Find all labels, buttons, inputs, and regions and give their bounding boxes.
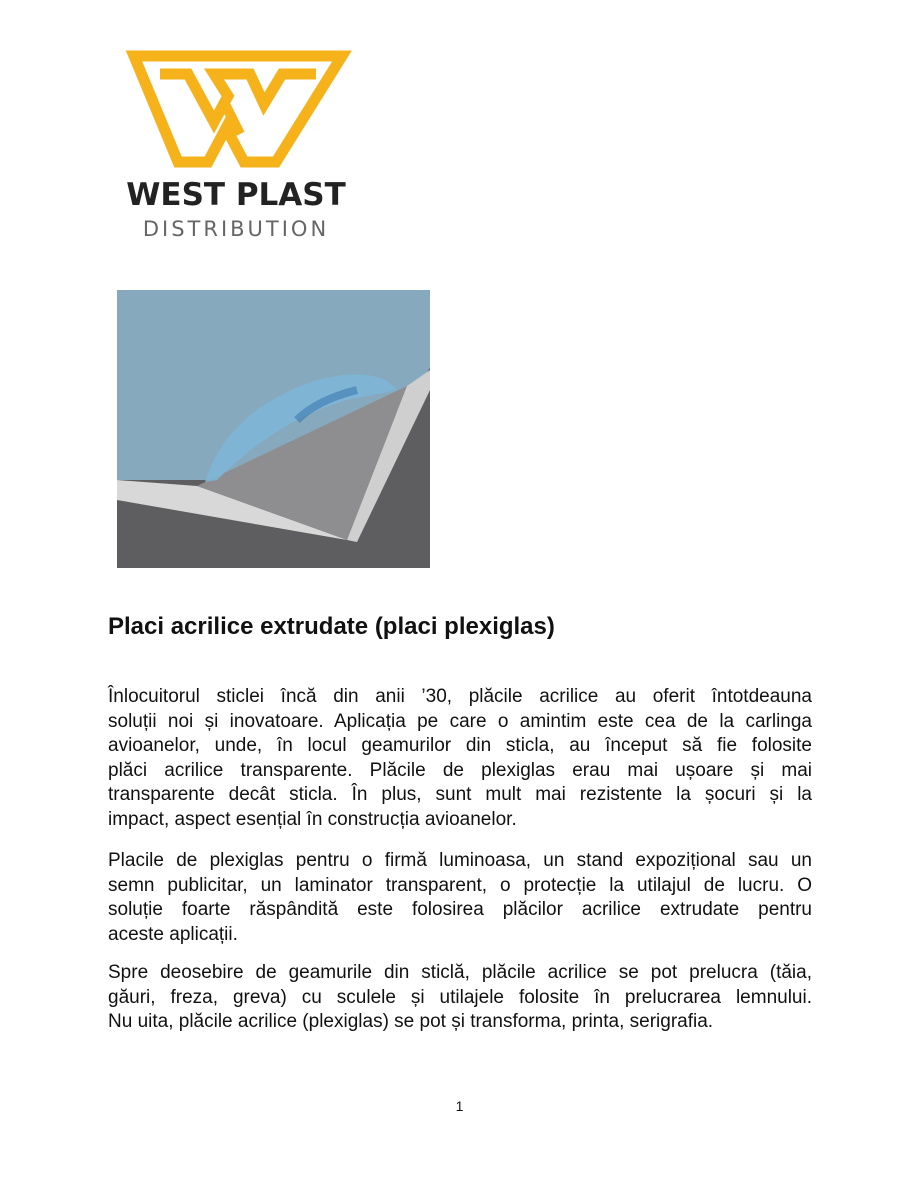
text-line: soluții noi și inovatoare. Aplicația pe care o amintim este cea de la carlinga (108, 710, 812, 732)
acrylic-sheet-image (117, 290, 430, 568)
paragraph-1 (108, 685, 812, 833)
text-line: găuri, freza, greva) cu sculele și utilajele folosite în prelucrarea lemnului. (108, 986, 812, 1008)
text-line: impact, aspect esențial în construcția avioanelor. (108, 808, 517, 830)
paragraph-3 (108, 961, 812, 1035)
paragraph-2 (108, 849, 812, 947)
text-line: soluție foarte răspândită este folosirea plăcilor acrilice extrudate pentru (108, 899, 812, 921)
text-line: Înlocuitorul sticlei încă din anii ’30, plăcile acrilice au oferit întotdeauna (108, 686, 812, 707)
text-line: Nu uita, plăcile acrilice (plexiglas) se pot și transforma, printa, serigrafia. (108, 1011, 714, 1033)
text-line: semn publicitar, un laminator transparent, o protecție la utilajul de lucru. O (108, 874, 812, 896)
text-line: Spre deosebire de geamurile din sticlă, plăcile acrilice se pot prelucra (tăia, (108, 962, 812, 983)
text-line: plăci acrilice transparente. Plăcile de plexiglas erau mai ușoare și mai (108, 759, 812, 781)
west-plast-logo-mark (118, 44, 358, 174)
text-line: avioanelor, unde, în locul geamurilor din sticla, au început să fie folosite (108, 735, 812, 757)
text-line: transparente decât sticla. În plus, sunt mult mai rezistente la șocuri și la (108, 784, 812, 806)
page-number: 1 (455, 1098, 464, 1114)
document-title: Placi acrilice extrudate (placi plexiglas) (108, 613, 555, 640)
logo-subtitle: DISTRIBUTION (142, 217, 330, 241)
text-line: aceste aplicații. (108, 923, 238, 945)
logo-title: WEST PLAST (126, 177, 346, 213)
text-line: Placile de plexiglas pentru o firmă luminoasa, un stand expozițional sau un (108, 850, 812, 871)
